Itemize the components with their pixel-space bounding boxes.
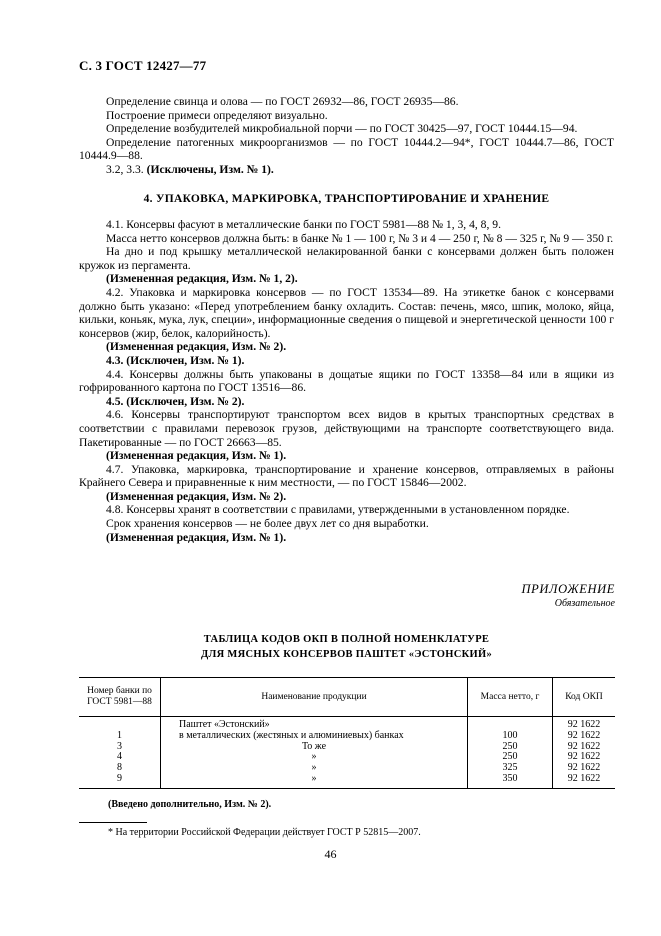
- cell-product: »: [161, 752, 468, 763]
- amendment-line: (Измененная редакция, Изм. № 1).: [106, 530, 287, 544]
- table-row: [79, 742, 615, 753]
- paragraph: [79, 163, 614, 177]
- section-title: 4. УПАКОВКА, МАРКИРОВКА, ТРАНСПОРТИРОВАНИЕ И ХРАНЕНИЕ: [143, 193, 550, 205]
- table-row: [79, 717, 615, 731]
- cell-can-number: 3: [117, 740, 122, 752]
- cell-can-number: [79, 717, 161, 731]
- cell-mass: 100: [468, 731, 553, 742]
- cell-okp: 92 1622: [553, 774, 616, 788]
- cell-okp: 92 1622: [553, 742, 616, 753]
- cell-can-number: 9: [117, 772, 122, 784]
- amendment-note: (Введено дополнительно, Изм. № 2).: [108, 799, 272, 810]
- paragraph: Определение свинца и олова — по ГОСТ 26932—86, ГОСТ 26935—86.: [106, 95, 459, 108]
- table-caption-line: ТАБЛИЦА КОДОВ ОКП В ПОЛНОЙ НОМЕНКЛАТУРЕ: [203, 634, 490, 645]
- running-header: С. 3 ГОСТ 12427—77: [79, 58, 207, 73]
- table-caption: [79, 632, 614, 662]
- cell-can-number: 1: [117, 729, 122, 741]
- paragraph: Масса нетто консервов должна быть: в банке № 1 — 100 г, № 3 и 4 — 250 г, № 8 — 325 г, № 9 — 350 г.: [106, 231, 614, 245]
- cell-mass: [468, 717, 553, 731]
- col-header-can-number: Номер банки по ГОСТ 5981—88: [79, 678, 161, 717]
- paragraph: 4.2. Упаковка и маркировка консервов — по ГОСТ 13534—89. На этикетке банок с консервами должно быть указано: «Перед употреблением банку охладить. Состав: печень, мясо, шпик, молоко, яйца, кильки, коньяк, мука, лук, специи», информационные сведения о пищевой и энергетической ценности 100 г консервов (жир, белок, калорийность).: [79, 285, 614, 340]
- table-row: [79, 752, 615, 763]
- paragraph: Определение возбудителей микробиальной порчи — по ГОСТ 30425—97, ГОСТ 10444.15—94.: [106, 122, 578, 136]
- paragraph: Построение примеси определяют визуально.: [106, 108, 328, 122]
- footnote: * На территории Российской Федерации действует ГОСТ Р 52815—2007.: [108, 827, 421, 838]
- section-body: [79, 218, 614, 544]
- okp-codes-table: [79, 677, 615, 789]
- table-row: [79, 763, 615, 774]
- cell-can-number: 4: [117, 751, 122, 763]
- col-header-mass: Масса нетто, г: [468, 678, 553, 717]
- table-row: [79, 731, 615, 742]
- amendment-line: 4.5. (Исключен, Изм. № 2).: [106, 394, 245, 408]
- table-caption-line: ДЛЯ МЯСНЫХ КОНСЕРВОВ ПАШТЕТ «ЭСТОНСКИЙ»: [200, 649, 493, 660]
- cell-mass: 250: [468, 742, 553, 753]
- paragraph: 4.1. Консервы фасуют в металлические банки по ГОСТ 5981—88 № 1, 3, 4, 8, 9.: [106, 218, 501, 231]
- paragraph: 4.7. Упаковка, маркировка, транспортирование и хранение консервов, отправляемых в районы Крайнего Севера и приравненные к ним местности, — по ГОСТ 15846—2002.: [79, 462, 614, 490]
- cell-okp: 92 1622: [553, 731, 616, 742]
- cell-product: в металлических (жестяных и алюминиевых) банках: [161, 731, 468, 742]
- amendment-line: (Измененная редакция, Изм. № 1).: [106, 449, 287, 463]
- paragraph: Срок хранения консервов — не более двух лет со дня выработки.: [106, 517, 429, 531]
- clause-number: 3.2, 3.3.: [106, 162, 144, 176]
- cell-mass: 325: [468, 763, 553, 774]
- appendix-subtitle: Обязательное: [554, 598, 615, 609]
- cell-can-number: 8: [117, 762, 122, 774]
- amendment-line: (Измененная редакция, Изм. № 1, 2).: [106, 272, 298, 286]
- footnote-divider: [79, 822, 147, 823]
- col-header-okp: Код ОКП: [553, 678, 616, 717]
- cell-product: »: [161, 763, 468, 774]
- cell-okp: 92 1622: [553, 752, 616, 763]
- cell-okp: 92 1622: [553, 763, 616, 774]
- paragraph: На дно и под крышку металлической нелакированной банки с консервами должен быть положен кружок из пергамента.: [79, 245, 614, 272]
- table-row: [79, 774, 615, 788]
- cell-product: То же: [161, 742, 468, 753]
- paragraph: 4.4. Консервы должны быть упакованы в дощатые ящики по ГОСТ 13358—84 или в ящики из гофрированного картона по ГОСТ 13516—86.: [79, 367, 614, 395]
- page-number: 46: [324, 847, 337, 861]
- amendment-line: (Измененная редакция, Изм. № 2).: [106, 340, 287, 354]
- table-header-row: [79, 678, 615, 717]
- cell-product: »: [161, 774, 468, 788]
- appendix-heading: [522, 582, 615, 609]
- paragraph: Определение патогенных микроорганизмов — по ГОСТ 10444.2—94*, ГОСТ 10444.7—86, ГОСТ 10444.9—88.: [79, 135, 614, 163]
- cell-okp: 92 1622: [553, 717, 616, 731]
- paragraph: 4.6. Консервы транспортируют транспортом всех видов в крытых транспортных средствах в соответствии с правилами перевозок грузов, действующими на транспорте соответствующего вида. Пакетированные — по ГОСТ 26663—85.: [79, 408, 614, 449]
- cell-product: Паштет «Эстонский»: [161, 717, 468, 731]
- clause-note: (Исключены, Изм. № 1).: [146, 162, 274, 176]
- col-header-product: Наименование продукции: [161, 678, 468, 717]
- cell-mass: 250: [468, 752, 553, 763]
- amendment-line: (Измененная редакция, Изм. № 2).: [106, 489, 287, 503]
- intro-text-block: [79, 95, 614, 177]
- paragraph: 4.8. Консервы хранят в соответствии с правилами, утвержденными в установленном порядке.: [106, 503, 570, 517]
- cell-mass: 350: [468, 774, 553, 788]
- appendix-title: ПРИЛОЖЕНИЕ: [521, 582, 615, 596]
- amendment-line: 4.3. (Исключен, Изм. № 1).: [106, 353, 245, 367]
